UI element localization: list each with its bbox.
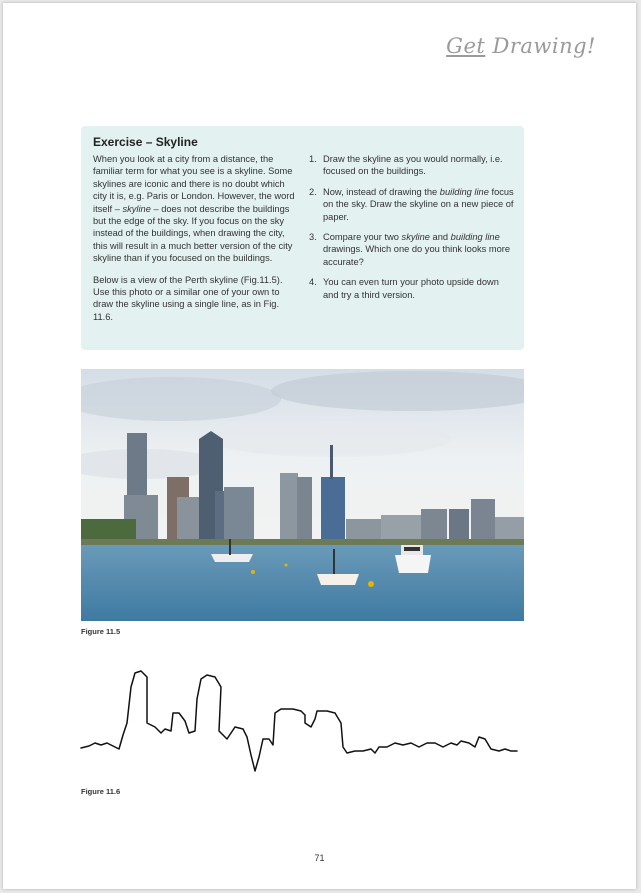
step-item [309, 276, 515, 301]
step-number: 4. [309, 277, 317, 288]
exercise-panel [81, 126, 524, 350]
brand-get: Get [446, 34, 486, 58]
brand-logo [446, 34, 596, 58]
text-run: focus on the sky. Draw the skyline on a new piece of paper. [323, 186, 514, 222]
text-run: building line [450, 232, 500, 243]
steps-list [309, 153, 515, 309]
exercise-title: Exercise – Skyline [93, 135, 198, 149]
figure-caption-11-6: Figure 11.6 [81, 787, 121, 796]
text-run: Draw the skyline as you would normally, i.e. focused on the buildings. [323, 154, 503, 177]
figure-caption-11-5: Figure 11.5 [81, 627, 121, 636]
brand-rest: Drawing! [485, 34, 596, 58]
step-number: 1. [309, 154, 317, 164]
step-item [309, 186, 515, 223]
text-run: When you look at a city from a distance, the familiar term for what you see is a skyline. Some skylines are iconic and there is no doubt which city it is, e.g. Paris or London. However, the word itself – [93, 154, 295, 214]
intro-paragraph [93, 153, 301, 265]
page [3, 3, 636, 889]
text-run: Compare your two [323, 232, 402, 243]
step-number: 3. [309, 232, 317, 243]
perth-skyline-photo [81, 369, 524, 621]
text-run: You can even turn your photo upside down and try a third version. [323, 277, 499, 300]
skyline-line-drawing [79, 663, 519, 775]
instruction-paragraph: Below is a view of the Perth skyline (Fig.11.5). Use this photo or a similar one of your own to draw the skyline using a single line, as in Fig. 11.6. [93, 274, 283, 322]
text-run: Now, instead of drawing the [323, 186, 440, 197]
text-run: skyline [122, 203, 151, 214]
step-item [309, 231, 515, 268]
exercise-intro [93, 153, 301, 332]
page-number: 71 [314, 853, 325, 863]
step-number: 2. [309, 186, 317, 197]
text-run: drawings. Which one do you think looks more accurate? [323, 244, 511, 267]
step-item [309, 153, 515, 178]
text-run: – does not describe the buildings but the edge of the sky. If you focus on the sky instead of the buildings, when drawing the city, this will result in a much better version of the city skyline than if you focused on the buildings. [93, 203, 293, 264]
text-run: building line [439, 186, 489, 197]
text-run: and [429, 232, 451, 243]
text-run: skyline [401, 232, 430, 243]
